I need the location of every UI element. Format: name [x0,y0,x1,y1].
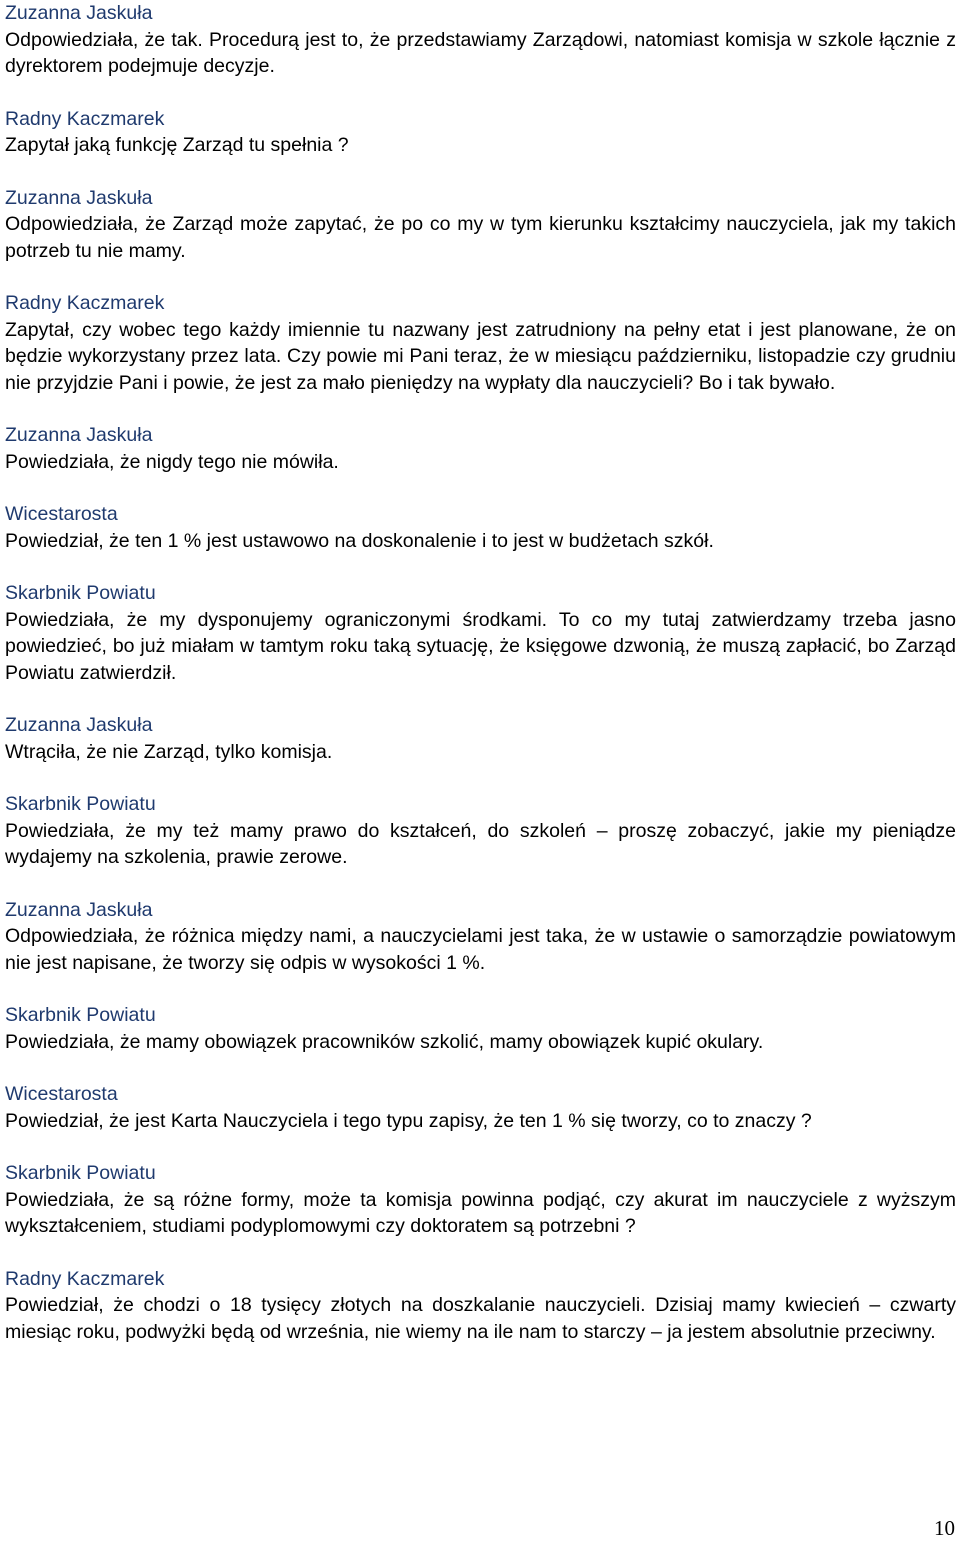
transcript-entry [5,290,956,396]
transcript-entry [5,1266,956,1346]
speaker-name: Radny Kaczmarek [5,107,165,130]
document-body [5,0,956,1371]
speaker-name: Zuzanna Jaskuła [5,424,153,446]
speaker-name: Zuzanna Jaskuła [5,186,153,209]
transcript-entry [5,501,956,554]
speaker-name: Zuzanna Jaskuła [5,2,153,24]
statement-text: Powiedziała, że my dysponujemy ograniczonymi środkami. To co my tutaj zatwierdzamy trzeba jasno powiedzieć, bo już miałam w tamtym roku taką sytuację, że księgowe dzwonią, że muszą zapłacić, bo Zarząd Powiatu zatwierdził. [5,608,956,684]
transcript-entry [5,1081,956,1134]
statement-text: Wtrąciła, że nie Zarząd, tylko komisja. [5,740,333,763]
statement-text: Odpowiedziała, że Zarząd może zapytać, że po co my w tym kierunku kształcimy nauczyciela, jak my takich potrzeb tu nie mamy. [5,213,956,262]
statement-text: Zapytał jaką funkcję Zarząd tu spełnia ? [5,134,349,156]
statement-text: Powiedział, że chodzi o 18 tysięcy złotych na doszkalanie nauczycieli. Dzisiaj mamy kwiecień – czwarty miesiąc roku, podwyżki będą od września, nie wiemy na ile nam to starczy – ja jestem absolutnie przeciwny. [5,1294,956,1343]
speaker-name: Zuzanna Jaskuła [5,714,153,736]
speaker-name: Radny Kaczmarek [5,292,165,314]
statement-text: Zapytał, czy wobec tego każdy imiennie tu nazwany jest zatrudniony na pełny etat i jest planowane, że on będzie wykorzystany przez lata. Czy powie mi Pani teraz, że w miesiącu październiku, listopadzie czy grudniu nie przyjdzie Pani i powie, że jest za mało pieniędzy na wypłaty dla nauczycieli? Bo i tak bywało. [5,318,956,394]
statement-text: Powiedziała, że nigdy tego nie mówiła. [5,450,339,473]
transcript-entry [5,897,956,977]
speaker-name: Skarbnik Powiatu [5,1004,156,1026]
speaker-name: Skarbnik Powiatu [5,582,156,604]
transcript-entry [5,106,956,159]
transcript-entry [5,0,956,80]
speaker-name: Radny Kaczmarek [5,1267,165,1290]
statement-text: Odpowiedziała, że różnica między nami, a nauczycielami jest taka, że w ustawie o samorządzie powiatowym nie jest napisane, że tworzy się odpis w wysokości 1 %. [5,925,956,974]
transcript-entry [5,1160,956,1240]
transcript-entry [5,185,956,265]
statement-text: Powiedziała, że my też mamy prawo do kształceń, do szkoleń – proszę zobaczyć, jakie my pieniądze wydajemy na szkolenia, prawie zerowe. [5,819,956,868]
statement-text: Powiedział, że jest Karta Nauczyciela i tego typu zapisy, że ten 1 % się tworzy, co to znaczy ? [5,1109,812,1132]
speaker-name: Wicestarosta [5,503,118,525]
transcript-entry [5,1002,956,1055]
speaker-name: Zuzanna Jaskuła [5,898,153,921]
statement-text: Odpowiedziała, że tak. Procedurą jest to, że przedstawiamy Zarządowi, natomiast komisja w szkole łącznie z dyrektorem podejmuje decyzje. [5,28,956,77]
speaker-name: Wicestarosta [5,1083,118,1105]
transcript-entry [5,791,956,871]
speaker-name: Skarbnik Powiatu [5,793,156,815]
speaker-name: Skarbnik Powiatu [5,1162,156,1184]
transcript-entry [5,580,956,686]
statement-text: Powiedziała, że mamy obowiązek pracowników szkolić, mamy obowiązek kupić okulary. [5,1030,764,1053]
page-number: 10 [934,1516,955,1540]
statement-text: Powiedziała, że są różne formy, może ta komisja powinna podjąć, czy akurat im nauczyciele z wyższym wykształceniem, studiami podyplomowymi czy doktoratem są potrzebni ? [5,1188,956,1237]
transcript-entry [5,712,956,765]
transcript-entry [5,422,956,475]
statement-text: Powiedział, że ten 1 % jest ustawowo na doskonalenie i to jest w budżetach szkół. [5,529,714,552]
